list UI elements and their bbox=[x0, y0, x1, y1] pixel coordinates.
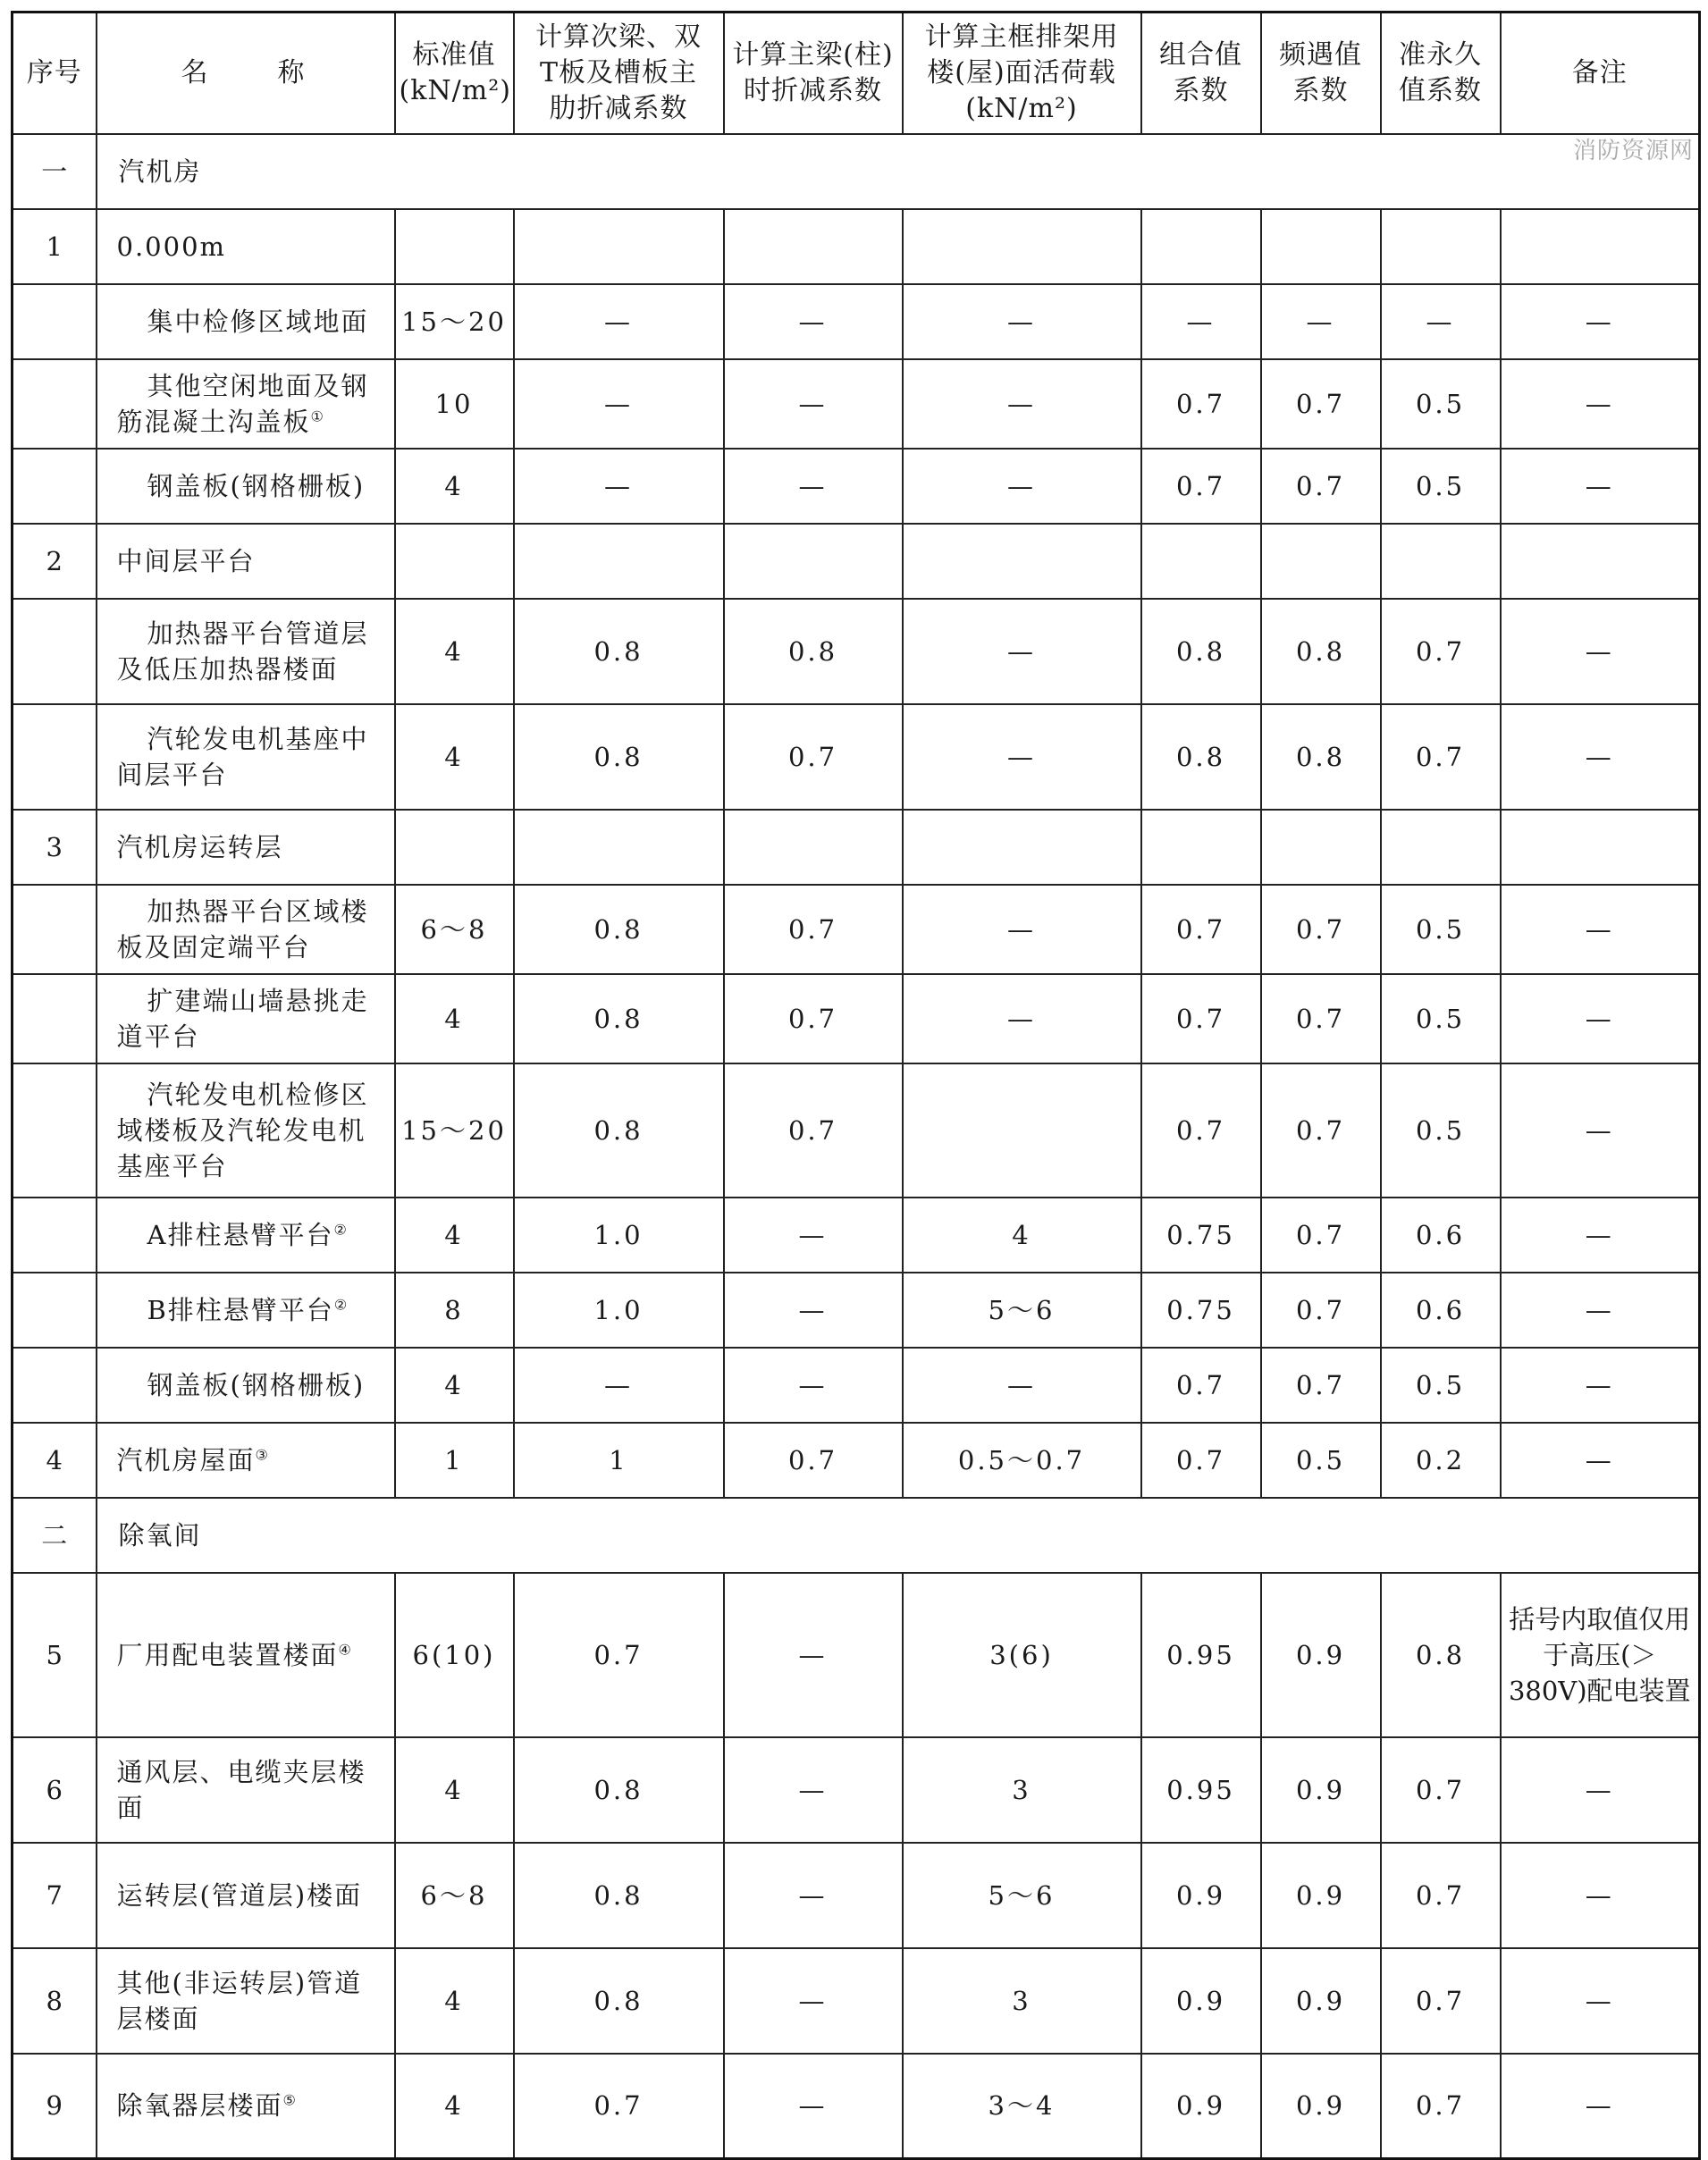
cell-frame-live-load bbox=[903, 524, 1141, 599]
cell-frequent-factor: 0.7 bbox=[1261, 449, 1381, 524]
cell-secondary-beam-factor: 0.8 bbox=[514, 1063, 724, 1198]
cell-name-text: 中间层平台 bbox=[116, 545, 256, 576]
header-frequent-factor: 频遇值 系数 bbox=[1261, 13, 1381, 134]
cell-main-beam-factor: — bbox=[724, 284, 903, 359]
cell-frame-live-load: 3 bbox=[903, 1737, 1141, 1843]
table-row bbox=[13, 2054, 1700, 2159]
cell-standard-value: 6～8 bbox=[395, 1843, 514, 1948]
cell-standard-value: 4 bbox=[395, 1948, 514, 2054]
cell-seq: 9 bbox=[13, 2054, 97, 2159]
cell-remark: — bbox=[1501, 704, 1700, 810]
cell-seq bbox=[13, 704, 97, 810]
cell-frequent-factor: — bbox=[1261, 284, 1381, 359]
cell-name bbox=[97, 524, 395, 599]
cell-secondary-beam-factor: 0.8 bbox=[514, 885, 724, 974]
cell-seq bbox=[13, 359, 97, 449]
cell-main-beam-factor: — bbox=[724, 2054, 903, 2159]
cell-remark: — bbox=[1501, 1198, 1700, 1273]
cell-remark: — bbox=[1501, 1423, 1700, 1498]
cell-remark: — bbox=[1501, 449, 1700, 524]
cell-frame-live-load bbox=[903, 209, 1141, 284]
cell-frequent-factor: 0.7 bbox=[1261, 1063, 1381, 1198]
cell-standard-value: 8 bbox=[395, 1273, 514, 1348]
cell-main-beam-factor bbox=[724, 209, 903, 284]
cell-quasi-permanent-factor: 0.7 bbox=[1381, 2054, 1501, 2159]
cell-remark: — bbox=[1501, 599, 1700, 704]
cell-main-beam-factor: 0.7 bbox=[724, 1423, 903, 1498]
cell-standard-value bbox=[395, 810, 514, 885]
cell-remark: — bbox=[1501, 1843, 1700, 1948]
cell-standard-value: 1 bbox=[395, 1423, 514, 1498]
cell-remark: — bbox=[1501, 1737, 1700, 1843]
cell-frequent-factor: 0.9 bbox=[1261, 2054, 1381, 2159]
cell-seq: 一 bbox=[13, 134, 97, 209]
cell-name-text: B排柱悬臂平台 bbox=[147, 1294, 334, 1325]
cell-name-text: 运转层(管道层)楼面 bbox=[116, 1879, 363, 1911]
cell-seq bbox=[13, 1198, 97, 1273]
cell-standard-value: 4 bbox=[395, 1348, 514, 1423]
cell-main-beam-factor: — bbox=[724, 1843, 903, 1948]
table-row bbox=[13, 359, 1700, 449]
cell-name-text: 汽机房运转层 bbox=[116, 831, 283, 862]
cell-combination-factor: — bbox=[1141, 284, 1261, 359]
cell-frame-live-load: — bbox=[903, 885, 1141, 974]
cell-seq: 7 bbox=[13, 1843, 97, 1948]
cell-quasi-permanent-factor: 0.5 bbox=[1381, 1063, 1501, 1198]
table-row bbox=[13, 1273, 1700, 1348]
cell-frequent-factor bbox=[1261, 209, 1381, 284]
cell-frame-live-load: 0.5～0.7 bbox=[903, 1423, 1141, 1498]
cell-name-text: 厂用配电装置楼面 bbox=[116, 1639, 339, 1670]
cell-name-text: 其他(非运转层)管道层楼面 bbox=[116, 1967, 363, 2034]
cell-secondary-beam-factor: 0.8 bbox=[514, 974, 724, 1063]
cell-standard-value: 10 bbox=[395, 359, 514, 449]
cell-standard-value: 4 bbox=[395, 704, 514, 810]
cell-frequent-factor: 0.7 bbox=[1261, 1273, 1381, 1348]
cell-combination-factor: 0.95 bbox=[1141, 1573, 1261, 1737]
cell-seq: 8 bbox=[13, 1948, 97, 2054]
table-row bbox=[13, 1573, 1700, 1737]
cell-name-text: 汽轮发电机基座中间层平台 bbox=[116, 723, 369, 790]
cell-secondary-beam-factor: 1.0 bbox=[514, 1198, 724, 1273]
footnote-marker: ④ bbox=[338, 1640, 353, 1658]
cell-combination-factor: 0.7 bbox=[1141, 1063, 1261, 1198]
cell-combination-factor: 0.95 bbox=[1141, 1737, 1261, 1843]
table-row bbox=[13, 1198, 1700, 1273]
cell-combination-factor: 0.7 bbox=[1141, 1423, 1261, 1498]
cell-seq: 3 bbox=[13, 810, 97, 885]
cell-frequent-factor: 0.8 bbox=[1261, 704, 1381, 810]
cell-quasi-permanent-factor bbox=[1381, 524, 1501, 599]
cell-quasi-permanent-factor: 0.5 bbox=[1381, 974, 1501, 1063]
cell-secondary-beam-factor: 0.7 bbox=[514, 2054, 724, 2159]
cell-main-beam-factor bbox=[724, 810, 903, 885]
cell-combination-factor: 0.9 bbox=[1141, 1948, 1261, 2054]
cell-standard-value: 4 bbox=[395, 599, 514, 704]
cell-name-text: 汽机房屋面 bbox=[116, 1444, 256, 1475]
cell-standard-value bbox=[395, 209, 514, 284]
cell-main-beam-factor: — bbox=[724, 449, 903, 524]
cell-name bbox=[97, 810, 395, 885]
cell-combination-factor: 0.7 bbox=[1141, 1348, 1261, 1423]
cell-frame-live-load: — bbox=[903, 704, 1141, 810]
cell-name bbox=[97, 1348, 395, 1423]
load-table bbox=[11, 11, 1701, 2160]
cell-remark: 括号内取值仅用于高压(＞380V)配电装置 bbox=[1501, 1573, 1700, 1737]
header-quasi-permanent-factor: 准永久 值系数 bbox=[1381, 13, 1501, 134]
cell-secondary-beam-factor: — bbox=[514, 359, 724, 449]
cell-seq bbox=[13, 449, 97, 524]
cell-secondary-beam-factor: 0.8 bbox=[514, 1843, 724, 1948]
table-row bbox=[13, 1948, 1700, 2054]
cell-main-beam-factor: — bbox=[724, 1573, 903, 1737]
cell-frame-live-load: 3 bbox=[903, 1948, 1141, 2054]
cell-combination-factor: 0.75 bbox=[1141, 1198, 1261, 1273]
cell-frequent-factor: 0.7 bbox=[1261, 1198, 1381, 1273]
footnote-marker: ③ bbox=[255, 1445, 270, 1463]
cell-name bbox=[97, 1063, 395, 1198]
cell-secondary-beam-factor: 1 bbox=[514, 1423, 724, 1498]
cell-name-text: 扩建端山墙悬挑走道平台 bbox=[116, 985, 369, 1052]
cell-secondary-beam-factor: 0.8 bbox=[514, 1948, 724, 2054]
cell-main-beam-factor: 0.7 bbox=[724, 885, 903, 974]
cell-frame-live-load: — bbox=[903, 599, 1141, 704]
cell-name bbox=[97, 209, 395, 284]
table-row bbox=[13, 1843, 1700, 1948]
cell-name bbox=[97, 359, 395, 449]
cell-quasi-permanent-factor: 0.7 bbox=[1381, 704, 1501, 810]
cell-quasi-permanent-factor: 0.7 bbox=[1381, 599, 1501, 704]
cell-combination-factor bbox=[1141, 209, 1261, 284]
cell-combination-factor: 0.8 bbox=[1141, 704, 1261, 810]
cell-name bbox=[97, 449, 395, 524]
cell-secondary-beam-factor: — bbox=[514, 449, 724, 524]
cell-quasi-permanent-factor: 0.5 bbox=[1381, 1348, 1501, 1423]
cell-name-text: A排柱悬臂平台 bbox=[147, 1219, 334, 1250]
cell-name bbox=[97, 2054, 395, 2159]
cell-quasi-permanent-factor: 0.2 bbox=[1381, 1423, 1501, 1498]
cell-frame-live-load: 4 bbox=[903, 1198, 1141, 1273]
group-row bbox=[13, 810, 1700, 885]
cell-frequent-factor: 0.7 bbox=[1261, 885, 1381, 974]
cell-name bbox=[97, 1948, 395, 2054]
table-body bbox=[13, 134, 1700, 2159]
cell-combination-factor: 0.7 bbox=[1141, 449, 1261, 524]
cell-name-text: 钢盖板(钢格栅板) bbox=[147, 470, 366, 501]
group-row bbox=[13, 524, 1700, 599]
header-combination-factor: 组合值 系数 bbox=[1141, 13, 1261, 134]
table-row bbox=[13, 1348, 1700, 1423]
table-row bbox=[13, 449, 1700, 524]
header-secondary-beam-factor: 计算次梁、双 T板及槽板主 肋折减系数 bbox=[514, 13, 724, 134]
cell-combination-factor: 0.7 bbox=[1141, 974, 1261, 1063]
cell-main-beam-factor: — bbox=[724, 359, 903, 449]
cell-name-text: 汽轮发电机检修区域楼板及汽轮发电机基座平台 bbox=[116, 1079, 369, 1181]
cell-name bbox=[97, 599, 395, 704]
footnote-marker: ⑤ bbox=[282, 2091, 298, 2109]
header-row bbox=[13, 13, 1700, 134]
cell-secondary-beam-factor bbox=[514, 524, 724, 599]
cell-frequent-factor: 0.5 bbox=[1261, 1423, 1381, 1498]
cell-combination-factor: 0.8 bbox=[1141, 599, 1261, 704]
header-name: 名 称 bbox=[97, 13, 395, 134]
cell-name-text: 除氧器层楼面 bbox=[116, 2090, 283, 2122]
cell-frame-live-load: 3(6) bbox=[903, 1573, 1141, 1737]
cell-secondary-beam-factor: 0.7 bbox=[514, 1573, 724, 1737]
cell-quasi-permanent-factor: 0.5 bbox=[1381, 449, 1501, 524]
table-row bbox=[13, 1423, 1700, 1498]
cell-seq: 5 bbox=[13, 1573, 97, 1737]
cell-quasi-permanent-factor: 0.5 bbox=[1381, 359, 1501, 449]
cell-remark bbox=[1501, 209, 1700, 284]
cell-quasi-permanent-factor: — bbox=[1381, 284, 1501, 359]
cell-secondary-beam-factor bbox=[514, 810, 724, 885]
cell-main-beam-factor: — bbox=[724, 1948, 903, 2054]
cell-standard-value: 4 bbox=[395, 449, 514, 524]
cell-seq bbox=[13, 1273, 97, 1348]
cell-combination-factor: 0.75 bbox=[1141, 1273, 1261, 1348]
cell-quasi-permanent-factor bbox=[1381, 209, 1501, 284]
cell-name bbox=[97, 1423, 395, 1498]
cell-quasi-permanent-factor: 0.6 bbox=[1381, 1198, 1501, 1273]
cell-frame-live-load bbox=[903, 810, 1141, 885]
cell-quasi-permanent-factor: 0.7 bbox=[1381, 1843, 1501, 1948]
cell-main-beam-factor bbox=[724, 524, 903, 599]
cell-combination-factor bbox=[1141, 524, 1261, 599]
cell-seq: 4 bbox=[13, 1423, 97, 1498]
cell-secondary-beam-factor bbox=[514, 209, 724, 284]
cell-section-name: 除氧间 bbox=[97, 1498, 1700, 1573]
cell-remark: — bbox=[1501, 1273, 1700, 1348]
cell-remark: — bbox=[1501, 1348, 1700, 1423]
cell-name-text: 其他空闲地面及钢筋混凝土沟盖板 bbox=[116, 370, 369, 437]
cell-name bbox=[97, 1843, 395, 1948]
cell-remark: — bbox=[1501, 1948, 1700, 2054]
cell-name bbox=[97, 974, 395, 1063]
cell-frequent-factor: 0.8 bbox=[1261, 599, 1381, 704]
cell-remark: — bbox=[1501, 284, 1700, 359]
cell-combination-factor: 0.7 bbox=[1141, 885, 1261, 974]
cell-seq bbox=[13, 974, 97, 1063]
header-seq: 序号 bbox=[13, 13, 97, 134]
cell-standard-value: 4 bbox=[395, 1198, 514, 1273]
cell-secondary-beam-factor: 0.8 bbox=[514, 1737, 724, 1843]
section-row bbox=[13, 1498, 1700, 1573]
cell-seq: 6 bbox=[13, 1737, 97, 1843]
cell-remark: — bbox=[1501, 974, 1700, 1063]
cell-secondary-beam-factor: — bbox=[514, 1348, 724, 1423]
cell-standard-value: 15～20 bbox=[395, 1063, 514, 1198]
table-row bbox=[13, 704, 1700, 810]
cell-seq: 2 bbox=[13, 524, 97, 599]
cell-main-beam-factor: 0.7 bbox=[724, 1063, 903, 1198]
group-row bbox=[13, 209, 1700, 284]
cell-frequent-factor: 0.9 bbox=[1261, 1573, 1381, 1737]
cell-seq bbox=[13, 599, 97, 704]
cell-combination-factor: 0.7 bbox=[1141, 359, 1261, 449]
cell-name-text: 加热器平台管道层及低压加热器楼面 bbox=[116, 618, 369, 685]
table-row bbox=[13, 974, 1700, 1063]
cell-remark bbox=[1501, 524, 1700, 599]
cell-quasi-permanent-factor: 0.7 bbox=[1381, 1737, 1501, 1843]
cell-seq bbox=[13, 284, 97, 359]
cell-remark: — bbox=[1501, 359, 1700, 449]
header-standard-value: 标准值 (kN/m²) bbox=[395, 13, 514, 134]
table-row bbox=[13, 1063, 1700, 1198]
cell-name-text: 通风层、电缆夹层楼面 bbox=[116, 1756, 366, 1823]
cell-quasi-permanent-factor bbox=[1381, 810, 1501, 885]
cell-frame-live-load: — bbox=[903, 284, 1141, 359]
cell-combination-factor bbox=[1141, 810, 1261, 885]
cell-frame-live-load: — bbox=[903, 359, 1141, 449]
cell-name bbox=[97, 704, 395, 810]
cell-standard-value: 6(10) bbox=[395, 1573, 514, 1737]
cell-name bbox=[97, 1573, 395, 1737]
cell-combination-factor: 0.9 bbox=[1141, 1843, 1261, 1948]
cell-remark bbox=[1501, 810, 1700, 885]
cell-remark: — bbox=[1501, 2054, 1700, 2159]
section-row bbox=[13, 134, 1700, 209]
cell-frame-live-load: — bbox=[903, 1348, 1141, 1423]
cell-main-beam-factor: — bbox=[724, 1737, 903, 1843]
cell-frame-live-load: 5～6 bbox=[903, 1273, 1141, 1348]
cell-seq bbox=[13, 1348, 97, 1423]
cell-frequent-factor: 0.7 bbox=[1261, 974, 1381, 1063]
cell-remark: — bbox=[1501, 885, 1700, 974]
cell-seq: 二 bbox=[13, 1498, 97, 1573]
table-row bbox=[13, 885, 1700, 974]
cell-frame-live-load: 3～4 bbox=[903, 2054, 1141, 2159]
header-main-beam-factor: 计算主梁(柱) 时折减系数 bbox=[724, 13, 903, 134]
cell-secondary-beam-factor: 0.8 bbox=[514, 704, 724, 810]
cell-frequent-factor bbox=[1261, 810, 1381, 885]
cell-frequent-factor: 0.7 bbox=[1261, 1348, 1381, 1423]
cell-name-text: 0.000m bbox=[116, 231, 227, 262]
table-row bbox=[13, 1737, 1700, 1843]
cell-name bbox=[97, 1273, 395, 1348]
cell-main-beam-factor: 0.7 bbox=[724, 974, 903, 1063]
cell-main-beam-factor: — bbox=[724, 1348, 903, 1423]
cell-standard-value: 4 bbox=[395, 974, 514, 1063]
cell-seq bbox=[13, 1063, 97, 1198]
cell-frequent-factor: 0.9 bbox=[1261, 1737, 1381, 1843]
cell-remark: — bbox=[1501, 1063, 1700, 1198]
cell-secondary-beam-factor: 1.0 bbox=[514, 1273, 724, 1348]
cell-quasi-permanent-factor: 0.6 bbox=[1381, 1273, 1501, 1348]
cell-seq bbox=[13, 885, 97, 974]
cell-name bbox=[97, 885, 395, 974]
cell-secondary-beam-factor: — bbox=[514, 284, 724, 359]
cell-standard-value: 15～20 bbox=[395, 284, 514, 359]
cell-frequent-factor: 0.9 bbox=[1261, 1843, 1381, 1948]
cell-standard-value bbox=[395, 524, 514, 599]
cell-standard-value: 6～8 bbox=[395, 885, 514, 974]
footnote-marker: ② bbox=[333, 1295, 349, 1313]
cell-seq: 1 bbox=[13, 209, 97, 284]
cell-name-text: 加热器平台区域楼板及固定端平台 bbox=[116, 895, 369, 962]
cell-frequent-factor: 0.9 bbox=[1261, 1948, 1381, 2054]
cell-main-beam-factor: — bbox=[724, 1198, 903, 1273]
cell-name-text: 钢盖板(钢格栅板) bbox=[147, 1369, 366, 1400]
cell-main-beam-factor: 0.7 bbox=[724, 704, 903, 810]
cell-name bbox=[97, 284, 395, 359]
cell-frequent-factor: 0.7 bbox=[1261, 359, 1381, 449]
cell-frame-live-load: — bbox=[903, 974, 1141, 1063]
cell-quasi-permanent-factor: 0.5 bbox=[1381, 885, 1501, 974]
cell-name bbox=[97, 1198, 395, 1273]
cell-main-beam-factor: 0.8 bbox=[724, 599, 903, 704]
cell-frame-live-load: — bbox=[903, 449, 1141, 524]
watermark: 消防资源网 bbox=[1572, 138, 1694, 164]
cell-name-text: 集中检修区域地面 bbox=[147, 306, 369, 337]
cell-main-beam-factor: — bbox=[724, 1273, 903, 1348]
cell-combination-factor: 0.9 bbox=[1141, 2054, 1261, 2159]
cell-section-name: 汽机房 bbox=[97, 134, 1700, 209]
footnote-marker: ① bbox=[310, 407, 325, 424]
table-row bbox=[13, 599, 1700, 704]
cell-quasi-permanent-factor: 0.7 bbox=[1381, 1948, 1501, 2054]
cell-frame-live-load bbox=[903, 1063, 1141, 1198]
cell-standard-value: 4 bbox=[395, 2054, 514, 2159]
header-frame-live-load: 计算主框排架用 楼(屋)面活荷载 (kN/m²) bbox=[903, 13, 1141, 134]
cell-frame-live-load: 5～6 bbox=[903, 1843, 1141, 1948]
header-remark: 备注 bbox=[1501, 13, 1700, 134]
cell-standard-value: 4 bbox=[395, 1737, 514, 1843]
cell-secondary-beam-factor: 0.8 bbox=[514, 599, 724, 704]
cell-name bbox=[97, 1737, 395, 1843]
cell-frequent-factor bbox=[1261, 524, 1381, 599]
cell-quasi-permanent-factor: 0.8 bbox=[1381, 1573, 1501, 1737]
footnote-marker: ② bbox=[333, 1220, 349, 1238]
table-row bbox=[13, 284, 1700, 359]
